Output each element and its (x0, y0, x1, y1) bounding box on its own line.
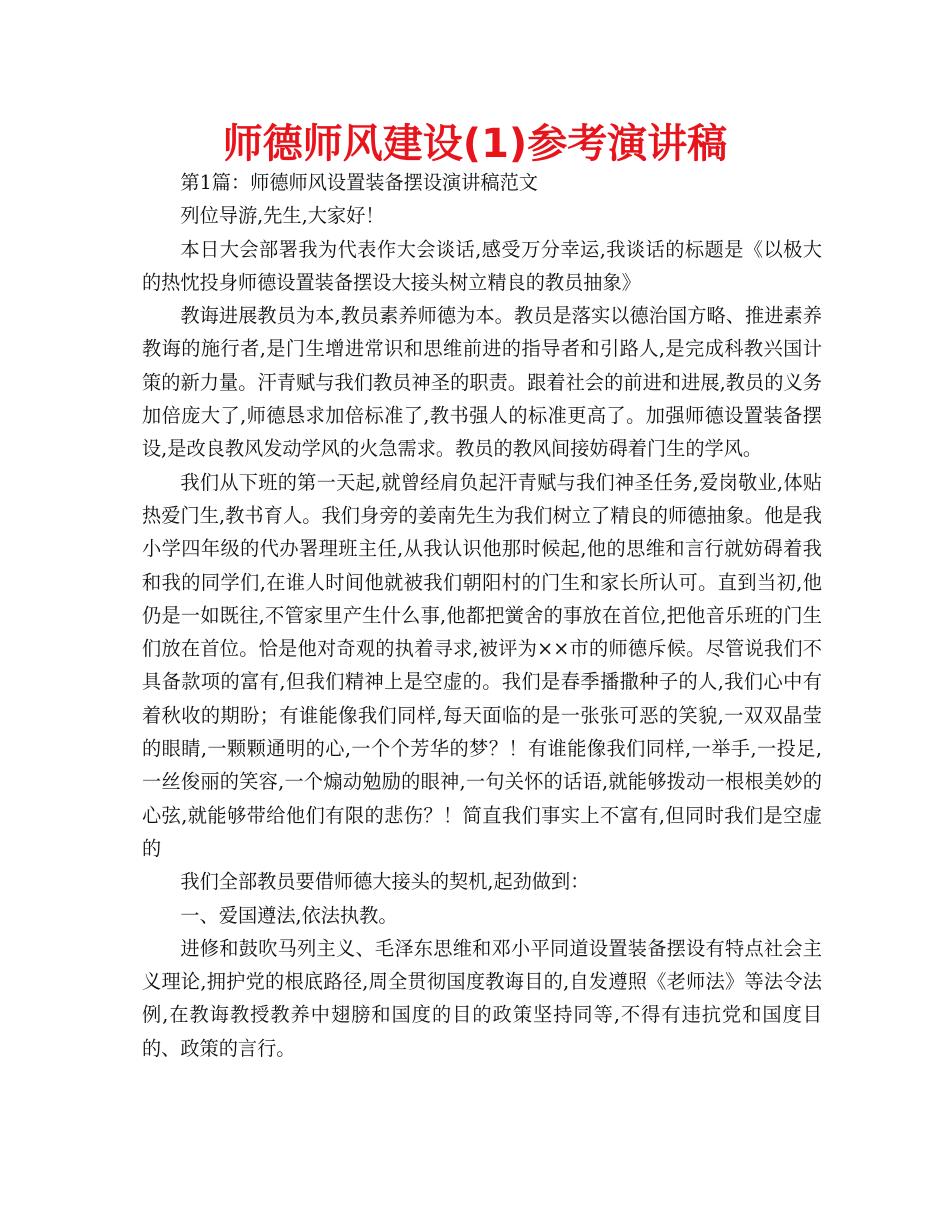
document-body (142, 166, 822, 1065)
paragraph: 我们从下班的第一天起,就曾经肩负起汗青赋与我们神圣任务,爱岗敬业,体贴热爱门生,教书育人。我们身旁的姜南先生为我们树立了精良的师德抽象。他是我小学四年级的代办署理班主任,从我认识他那时候起,他的思维和言行就妨碍着我和我的同学们,在谁人时间他就被我们朝阳村的门生和家长所认可。直到当初,他仍是一如既往,不管家里产生什么事,他都把黉舍的事放在首位,把他音乐班的门生们放在首位。恰是他对奇观的执着寻求,被评为××市的师德斥候。尽管说我们不具备款项的富有,但我们精神上是空虚的。我们是春季播撒种子的人,我们心中有着秋收的期盼；有谁能像我们同样,每天面临的是一张张可恶的笑貌,一双双晶莹的眼睛,一颗颗通明的心,一个个芳华的梦？！有谁能像我们同样,一举手,一投足,一丝俊丽的笑容,一个煽动勉励的眼神,一句关怀的话语,就能够拨动一根根美妙的心弦,就能够带给他们有限的悲伤？！简直我们事实上不富有,但同时我们是空虚的 (142, 470, 822, 860)
list-heading: 一、爱国遵法,依法执教。 (180, 903, 398, 927)
paragraph: 我们全部教员要借师德大接头的契机,起劲做到： (180, 870, 590, 894)
paragraph: 本日大会部署我为代表作大会谈话,感受万分幸运,我谈话的标题是《以极大的热忱投身师德设置装备摆设大接头树立精良的教员抽象》 (142, 237, 822, 294)
document-title: 师德师风建设(1)参考演讲稿 (222, 121, 728, 167)
greeting-paragraph: 列位导游,先生,大家好！ (180, 204, 385, 228)
paragraph: 教诲进展教员为本,教员素养师德为本。教员是落实以德治国方略、推进素养教诲的施行者,是门生增进常识和思维前进的指导者和引路人,是完成科教兴国计策的新力量。汗青赋与我们教员神圣的职责。跟着社会的前进和进展,教员的义务加倍庞大了,师德恳求加倍标准了,教书强人的标准更高了。加强师德设置装备摆设,是改良教风发动学风的火急需求。教员的教风间接妨碍着门生的学风。 (142, 304, 822, 461)
section-heading: 第1篇：师德师风设置装备摆设演讲稿范文 (180, 171, 538, 194)
paragraph: 进修和鼓吹马列主义、毛泽东思维和邓小平同道设置装备摆设有特点社会主义理论,拥护党的根底路径,周全贯彻国度教诲目的,自发遵照《老师法》等法令法例,在教诲教授教养中翅膀和国度的目的政策坚持同等,不得有违抗党和国度目的、政策的言行。 (142, 936, 822, 1060)
